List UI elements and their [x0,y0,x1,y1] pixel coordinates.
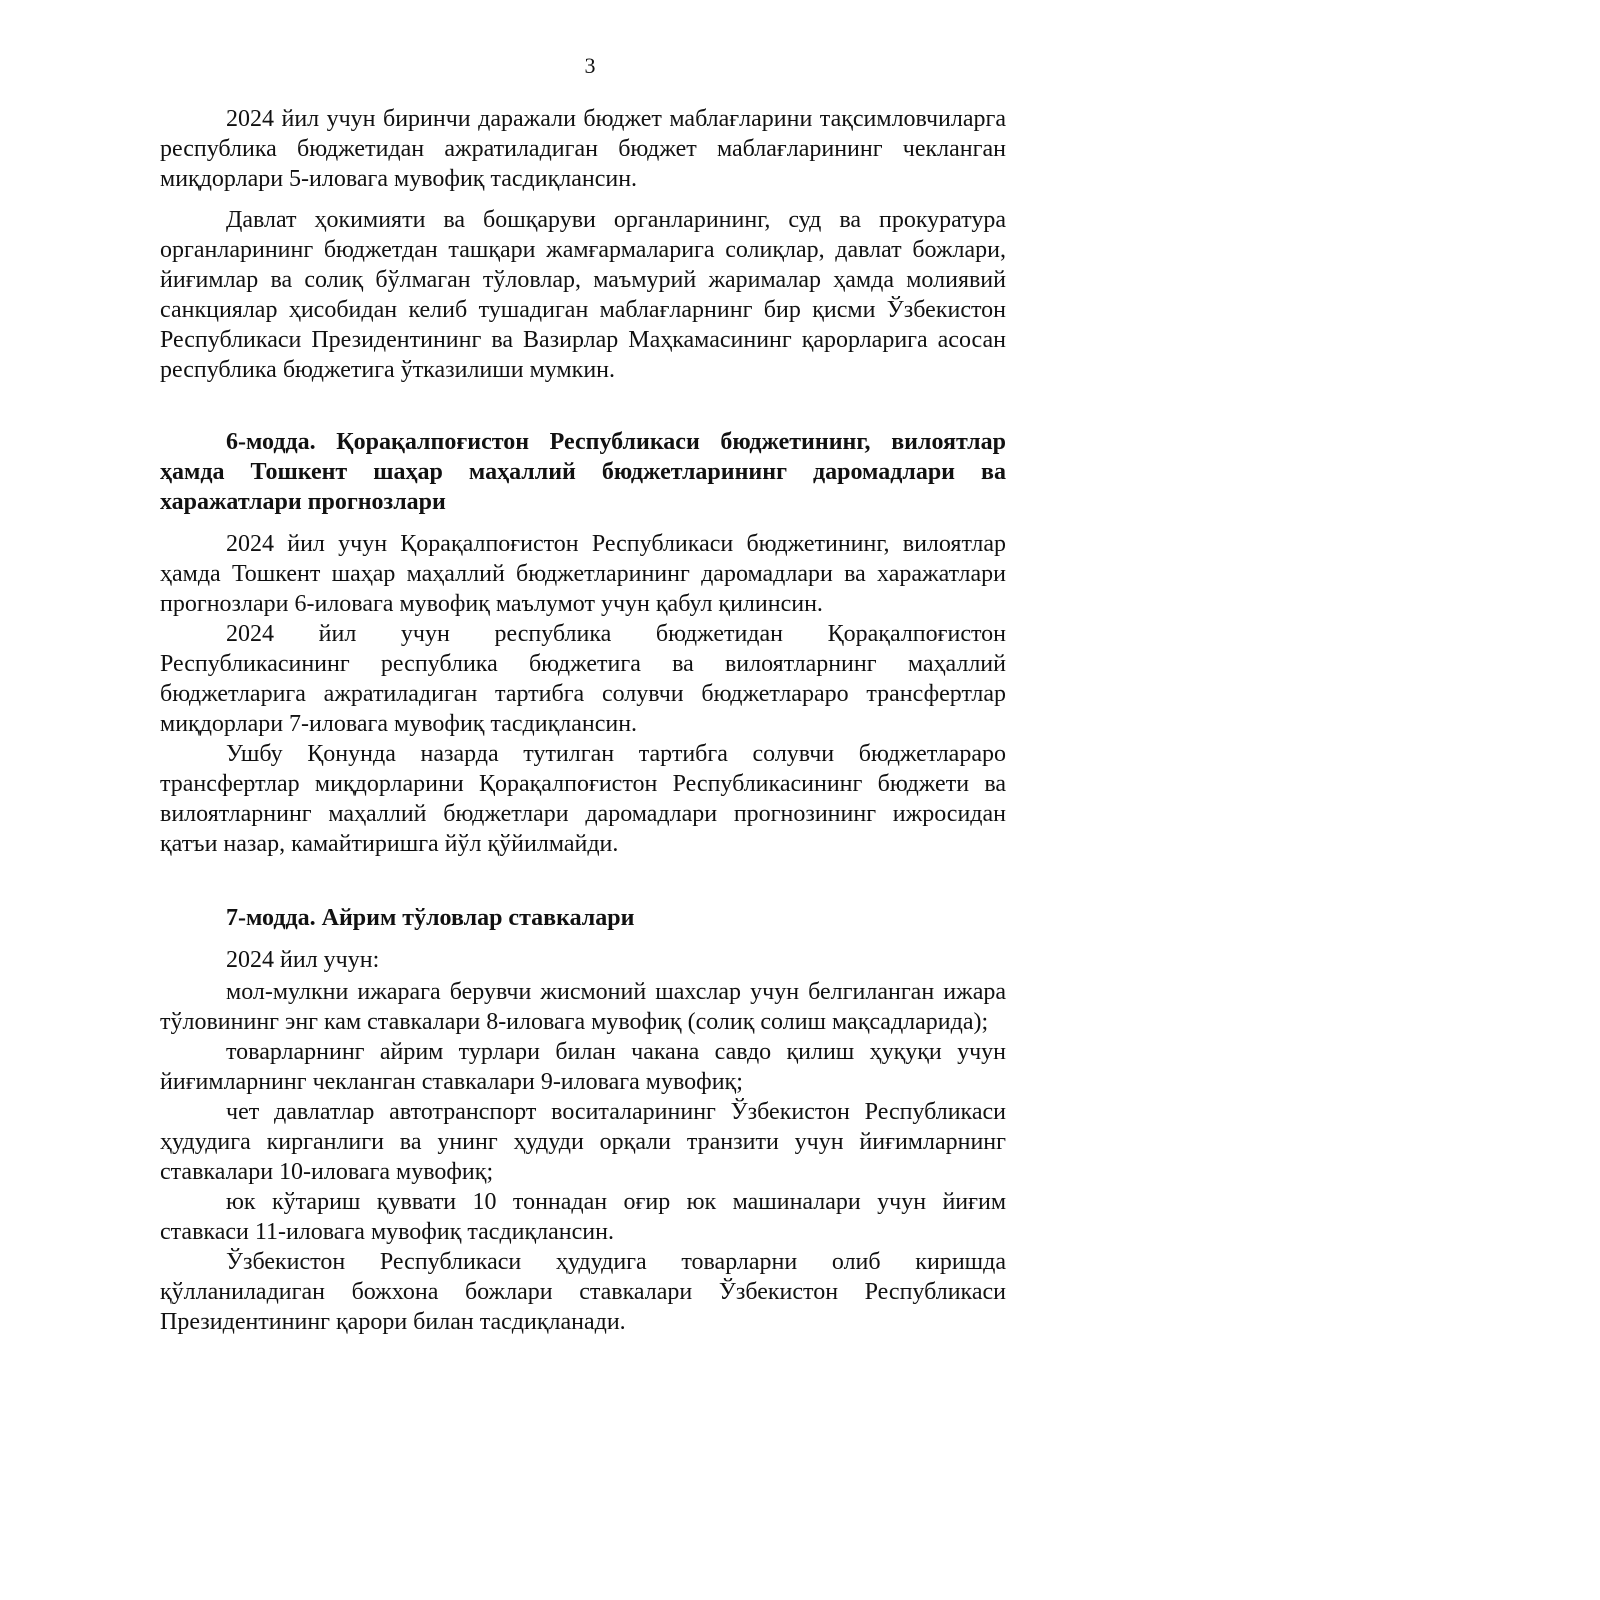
article-6-heading: 6-модда. Қорақалпоғистон Республикаси бюджетининг, вилоятлар ҳамда Тошкент шаҳар маҳаллий бюджетларининг даромадлари ва харажатлари прогнозлари [160,429,1006,515]
paragraph: мол-мулкни ижарага берувчи жисмоний шахслар учун белгиланган ижара тўловининг энг кам ставкалари 8-иловага мувофиқ (солиқ солиш мақсадларида); [160,979,1006,1035]
paragraph: юк кўтариш қуввати 10 тоннадан оғир юк машиналари учун йиғим ставкаси 11-иловага мувофиқ тасдиқлансин. [160,1189,1006,1245]
page-number: 3 [584,53,596,78]
paragraph: Ўзбекистон Республикаси ҳудудига товарларни олиб киришда қўлланиладиган божхона божлари ставкалари Ўзбекистон Республикаси Президентининг қарори билан тасдиқланади. [160,1249,1006,1335]
paragraph: 2024 йил учун Қорақалпоғистон Республикаси бюджетининг, вилоятлар ҳамда Тошкент шаҳар маҳаллий бюджетларининг даромадлари ва харажатлари прогнозлари 6-иловага мувофиқ маълумот учун қабул қилинсин. [160,531,1006,617]
paragraph: 2024 йил учун: [226,947,380,973]
paragraph: 2024 йил учун республика бюджетидан Қорақалпоғистон Республикасининг республика бюджетига ва вилоятларнинг маҳаллий бюджетларига ажратиладиган тартибга солувчи бюджетлараро трансфертлар миқдорлари 7-иловага мувофиқ тасдиқлансин. [160,621,1006,737]
paragraph: Ушбу Қонунда назарда тутилган тартибга солувчи бюджетлараро трансфертлар миқдорларини Қорақалпоғистон Республикасининг бюджети ва вилоятларнинг маҳаллий бюджетлари даромадлари прогнозининг ижросидан қатъи назар, камайтиришга йўл қўйилмайди. [160,741,1006,857]
article-7-heading: 7-модда. Айрим тўловлар ставкалари [226,905,635,931]
paragraph: 2024 йил учун биринчи даражали бюджет маблағларини тақсимловчиларга республика бюджетидан ажратиладиган бюджет маблағларининг чекланган миқдорлари 5-иловага мувофиқ тасдиқлансин. [160,106,1006,192]
paragraph: Давлат ҳокимияти ва бошқаруви органларининг, суд ва прокуратура органларининг бюджетдан ташқари жамғармаларига солиқлар, давлат божлари, йиғимлар ва солиқ бўлмаган тўловлар, маъмурий жарималар ҳамда молиявий санкциялар ҳисобидан келиб тушадиган маблағларнинг бир қисми Ўзбекистон Республикаси Президентининг ва Вазирлар Маҳкамасининг қарорларига асосан республика бюджетига ўтказилиши мумкин. [160,207,1006,383]
paragraph: товарларнинг айрим турлари билан чакана савдо қилиш ҳуқуқи учун йиғимларнинг чекланган ставкалари 9-иловага мувофиқ; [160,1039,1006,1095]
document-body [160,104,1006,1337]
paragraph: чет давлатлар автотранспорт воситаларининг Ўзбекистон Республикаси ҳудудига кирганлиги ва унинг ҳудуди орқали транзити учун йиғимларнинг ставкалари 10-иловага мувофиқ; [160,1099,1006,1185]
